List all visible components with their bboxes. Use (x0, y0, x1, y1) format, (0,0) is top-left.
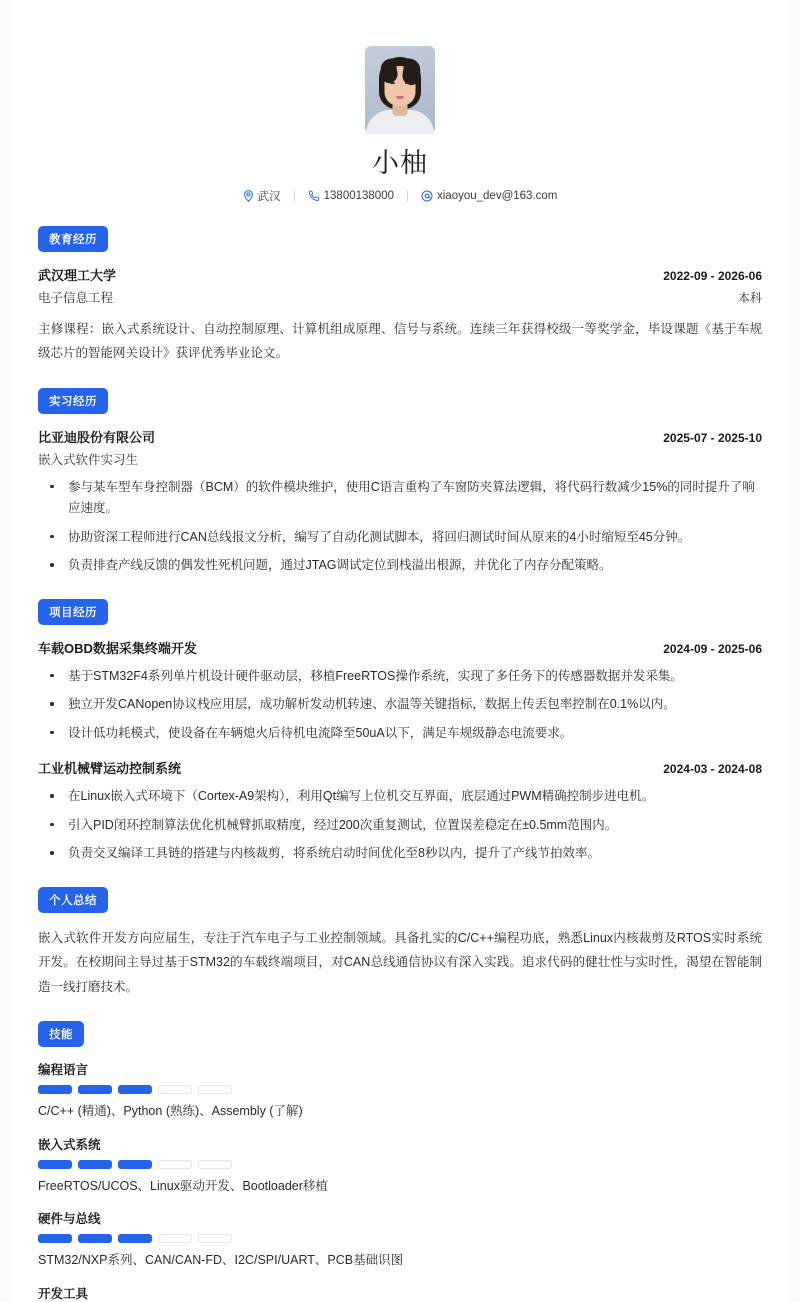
list-item: 引入PID闭环控制算法优化机械臂抓取精度，经过200次重复测试，位置误差稳定在±0.5mm范围内。 (38, 815, 762, 837)
skill-rating-bar (38, 1234, 762, 1243)
project-entry-head (38, 758, 762, 777)
skill-segment (158, 1234, 192, 1243)
skill-name: 硬件与总线 (38, 1212, 101, 1227)
education-major: 电子信息工程 (38, 291, 114, 306)
contact-location (243, 188, 281, 204)
skill-segment (118, 1160, 152, 1169)
internship-date: 2025-07 - 2025-10 (663, 430, 762, 445)
project-bullets (38, 666, 762, 745)
candidate-name: 小柚 (372, 148, 428, 178)
photo-eye-left (390, 82, 395, 84)
skill-segment (198, 1234, 232, 1243)
list-item: 基于STM32F4系列单片机设计硬件驱动层，移植FreeRTOS操作系统，实现了多任务下的传感器数据并发采集。 (38, 666, 762, 688)
photo-eye-right (405, 82, 410, 84)
section-badge-education: 教育经历 (38, 226, 108, 252)
skill-name: 开发工具 (38, 1287, 89, 1302)
skill-segment (78, 1160, 112, 1169)
education-degree: 本科 (737, 291, 762, 306)
summary-body (38, 926, 762, 999)
contact-email-text: xiaoyou_dev@163.com (437, 190, 558, 203)
education-description: 主修课程：嵌入式系统设计、自动控制原理、计算机组成原理、信号与系统。连续三年获得校级一等奖学金，毕设课题《基于车规级芯片的智能网关设计》获评优秀毕业论文。 (38, 322, 762, 361)
skill-segment (158, 1160, 192, 1169)
skill-rating-bar (38, 1160, 762, 1169)
resume-header (38, 46, 762, 204)
summary-text: 嵌入式软件开发方向应届生，专注于汽车电子与工业控制领域。具备扎实的C/C++编程功底，熟悉Linux内核裁剪及RTOS实时系统开发。在校期间主导过基于STM32的车载终端项目，对CAN总线通信协议有深入实践。追求代码的健壮性与实时性，渴望在智能制造一线打磨技术。 (38, 930, 762, 994)
skill-group (38, 1060, 762, 1121)
skill-segment (78, 1234, 112, 1243)
contact-phone (308, 190, 394, 202)
section-badge-skills: 技能 (38, 1021, 84, 1047)
skill-description: C/C++ (精通)、Python (熟练)、Assembly (了解) (38, 1103, 303, 1118)
contact-divider-1 (294, 190, 295, 202)
location-pin-icon (243, 190, 254, 202)
list-item: 参与某车型车身控制器（BCM）的软件模块维护，使用C语言重构了车窗防夹算法逻辑，将代码行数减少15%的同时提升了响应速度。 (38, 477, 762, 520)
list-item: 协助资深工程师进行CAN总线报文分析，编写了自动化测试脚本，将回归测试时间从原来的4小时缩短至45分钟。 (38, 527, 762, 549)
skill-segment (78, 1085, 112, 1094)
section-skills (38, 1021, 762, 1302)
section-badge-internship: 实习经历 (38, 388, 108, 414)
internship-company: 比亚迪股份有限公司 (38, 429, 156, 445)
education-school: 武汉理工大学 (38, 268, 117, 284)
section-badge-summary: 个人总结 (38, 887, 108, 913)
section-internship (38, 388, 762, 577)
contact-bar (38, 188, 762, 204)
contact-divider-2 (407, 190, 408, 202)
contact-email (421, 190, 557, 202)
project-item (38, 638, 762, 745)
section-summary (38, 887, 762, 999)
skill-segment (118, 1234, 152, 1243)
internship-entry-sub (38, 450, 762, 468)
list-item: 在Linux嵌入式环境下（Cortex-A9架构），利用Qt编写上位机交互界面，底层通过PWM精确控制步进电机。 (38, 786, 762, 808)
list-item: 负责交叉编译工具链的搭建与内核裁剪，将系统启动时间优化至8秒以内，提升了产线节拍效率。 (38, 843, 762, 865)
skill-segment (118, 1085, 152, 1094)
project-date: 2024-03 - 2024-08 (663, 762, 762, 777)
education-date: 2022-09 - 2026-06 (663, 269, 762, 284)
skill-description: FreeRTOS/UCOS、Linux驱动开发、Bootloader移植 (38, 1178, 328, 1193)
section-education (38, 226, 762, 366)
project-entry-head (38, 638, 762, 657)
skill-group (38, 1135, 762, 1196)
list-item: 负责排查产线反馈的偶发性死机问题，通过JTAG调试定位到栈溢出根源，并优化了内存分配策略。 (38, 555, 762, 577)
education-entry-sub (38, 288, 762, 306)
contact-phone-text: 13800138000 (323, 190, 394, 203)
project-item (38, 758, 762, 865)
skills-body (38, 1060, 762, 1302)
phone-icon (308, 190, 320, 202)
skill-name: 编程语言 (38, 1062, 89, 1077)
contact-location-text: 武汉 (257, 191, 281, 204)
project-date: 2024-09 - 2025-06 (663, 641, 762, 656)
project-bullets (38, 786, 762, 865)
skill-segment (38, 1160, 72, 1169)
skill-rating-bar (38, 1085, 762, 1094)
section-badge-projects: 项目经历 (38, 599, 108, 625)
project-title: 工业机械臂运动控制系统 (38, 761, 182, 777)
skill-segment (38, 1085, 72, 1094)
education-entry-head (38, 265, 762, 284)
projects-body (38, 638, 762, 865)
skill-description: STM32/NXP系列、CAN/CAN-FD、I2C/SPI/UART、PCB基础识图 (38, 1253, 404, 1268)
internship-role: 嵌入式软件实习生 (38, 452, 139, 467)
education-body (38, 265, 762, 366)
email-at-icon (421, 190, 433, 202)
skill-segment (38, 1234, 72, 1243)
list-item: 设计低功耗模式，使设备在车辆熄火后待机电流降至50uA以下，满足车规级静态电流要求。 (38, 723, 762, 745)
list-item: 独立开发CANopen协议栈应用层，成功解析发动机转速、水温等关键指标，数据上传丢包率控制在0.1%以内。 (38, 694, 762, 716)
internship-body (38, 427, 762, 577)
project-title: 车载OBD数据采集终端开发 (38, 640, 197, 656)
resume-page (10, 0, 790, 1302)
section-projects (38, 599, 762, 865)
internship-bullets (38, 477, 762, 577)
skill-segment (198, 1085, 232, 1094)
skill-group (38, 1209, 762, 1270)
skill-segment (198, 1160, 232, 1169)
internship-entry-head (38, 427, 762, 446)
skill-group (38, 1284, 762, 1302)
profile-photo (365, 46, 435, 134)
skill-name: 嵌入式系统 (38, 1137, 101, 1152)
skill-segment (158, 1085, 192, 1094)
